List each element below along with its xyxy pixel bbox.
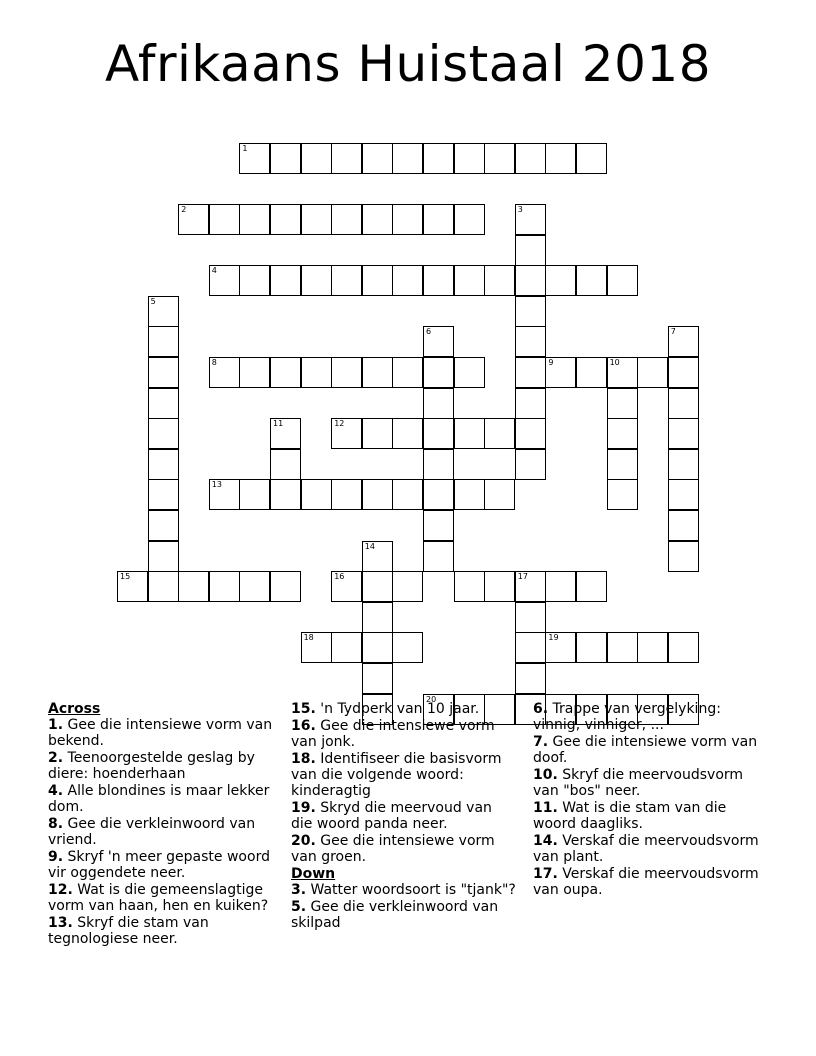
clue-item (533, 701, 769, 733)
clue-number: 2 (181, 205, 187, 214)
grid-cell[interactable] (545, 632, 576, 663)
clue-text: Identifiseer die basisvorm van die volgende woord: kinderagtig (291, 751, 502, 799)
clue-text: Watter woordsoort is "tjank"? (310, 882, 516, 898)
grid-cell[interactable] (515, 357, 546, 388)
grid-cell[interactable] (545, 265, 576, 296)
grid-cell[interactable] (301, 632, 332, 663)
grid-cell[interactable] (239, 204, 270, 235)
clue-text: Wat is die stam van die woord daagliks. (533, 800, 727, 832)
grid-cell[interactable] (209, 571, 240, 602)
grid-cell[interactable] (515, 204, 546, 235)
clue-item (533, 767, 769, 799)
clue-number-label: 14. (533, 833, 558, 849)
grid-cell[interactable] (515, 632, 546, 663)
clue-number: 12 (334, 419, 345, 429)
clue-number-label: 18. (291, 751, 316, 767)
grid-cell[interactable] (270, 449, 301, 480)
grid-cell[interactable] (607, 479, 638, 510)
grid-cell[interactable] (362, 479, 393, 510)
grid-cell[interactable] (423, 479, 454, 510)
clue-number: 11 (273, 419, 284, 429)
grid-cell[interactable] (392, 479, 423, 510)
grid-cell[interactable] (392, 632, 423, 663)
grid-cell[interactable] (270, 143, 301, 174)
grid-cell[interactable] (362, 204, 393, 235)
clue-number: 7 (670, 327, 676, 337)
grid-cell[interactable] (239, 479, 270, 510)
grid-cell[interactable] (209, 265, 240, 296)
clue-text: Trappe van vergelyking: vinnig, vinniger, ... (533, 701, 721, 733)
down-heading: Down (291, 866, 336, 882)
grid-cell[interactable] (484, 143, 515, 174)
grid-cell[interactable] (576, 143, 607, 174)
grid-cell[interactable] (484, 479, 515, 510)
grid-cell[interactable] (362, 541, 393, 572)
grid-cell[interactable] (668, 510, 699, 541)
grid-cell[interactable] (331, 571, 362, 602)
grid-cell[interactable] (362, 632, 393, 663)
grid-cell[interactable] (515, 143, 546, 174)
grid-cell[interactable] (362, 418, 393, 449)
clue-number-label: 10. (533, 767, 558, 783)
clue-number: 19 (548, 633, 559, 643)
grid-cell[interactable] (362, 265, 393, 296)
grid-cell[interactable] (484, 418, 515, 449)
clue-text: Verskaf die meervoudsvorm van plant. (533, 833, 759, 865)
clue-number-label: 7. (533, 734, 549, 750)
grid-cell[interactable] (423, 449, 454, 480)
clue-text: Skryd die meervoud van die woord panda neer. (291, 800, 492, 832)
grid-cell[interactable] (331, 357, 362, 388)
grid-cell[interactable] (515, 326, 546, 357)
clue-number: 18 (303, 633, 314, 643)
clue-number: 3 (517, 205, 523, 214)
across-clue-list-continued (291, 701, 517, 865)
grid-cell[interactable] (454, 265, 485, 296)
across-clue-list (48, 717, 276, 947)
clue-column-3 (533, 701, 769, 899)
grid-cell[interactable] (209, 479, 240, 510)
grid-cell[interactable] (239, 265, 270, 296)
grid-cell[interactable] (209, 204, 240, 235)
grid-cell[interactable] (423, 541, 454, 572)
grid-cell[interactable] (392, 265, 423, 296)
clue-text: Gee die verkleinwoord van skilpad (291, 899, 499, 931)
clue-text: Gee die intensiewe vorm van jonk. (291, 718, 495, 750)
page-title: Afrikaans Huistaal 2018 (104, 35, 712, 93)
grid-cell[interactable] (148, 510, 179, 541)
grid-cell[interactable] (668, 479, 699, 510)
grid-cell[interactable] (239, 143, 270, 174)
grid-cell[interactable] (515, 602, 546, 633)
grid-cell[interactable] (515, 265, 546, 296)
grid-cell[interactable] (148, 357, 179, 388)
clue-item (533, 866, 769, 898)
grid-cell[interactable] (148, 326, 179, 357)
grid-cell[interactable] (270, 571, 301, 602)
grid-cell[interactable] (301, 479, 332, 510)
grid-cell[interactable] (148, 541, 179, 572)
grid-cell[interactable] (362, 602, 393, 633)
clue-number-label: 9. (48, 849, 64, 865)
clue-number: 15 (120, 572, 131, 582)
grid-cell[interactable] (331, 418, 362, 449)
clue-text: 'n Tydperk van 10 jaar. (320, 701, 480, 717)
grid-cell[interactable] (239, 357, 270, 388)
clue-number-label: 15. (291, 701, 316, 717)
clue-item (48, 882, 276, 914)
clue-number: 9 (548, 358, 554, 367)
clue-number-label: 11. (533, 800, 558, 816)
grid-cell[interactable] (362, 663, 393, 694)
grid-cell[interactable] (148, 571, 179, 602)
clue-text: Gee die intensiewe vorm van bekend. (48, 717, 273, 749)
grid-cell[interactable] (178, 571, 209, 602)
clue-number-label: 6. (533, 701, 549, 717)
grid-cell[interactable] (515, 296, 546, 327)
grid-cell[interactable] (423, 204, 454, 235)
clue-number: 16 (334, 572, 345, 582)
clue-number-label: 12. (48, 882, 73, 898)
grid-cell[interactable] (301, 204, 332, 235)
grid-cell[interactable] (331, 479, 362, 510)
grid-cell[interactable] (515, 235, 546, 266)
grid-cell[interactable] (515, 663, 546, 694)
grid-cell[interactable] (668, 357, 699, 388)
grid-cell[interactable] (331, 143, 362, 174)
grid-cell[interactable] (576, 632, 607, 663)
grid-cell[interactable] (515, 449, 546, 480)
grid-cell[interactable] (454, 571, 485, 602)
clue-number-label: 5. (291, 899, 307, 915)
grid-cell[interactable] (423, 418, 454, 449)
grid-cell[interactable] (423, 357, 454, 388)
across-heading: Across (48, 701, 101, 717)
grid-cell[interactable] (148, 296, 179, 327)
grid-cell[interactable] (484, 571, 515, 602)
clue-item (48, 849, 276, 881)
clue-column-1 (48, 701, 276, 948)
grid-cell[interactable] (301, 357, 332, 388)
grid-cell[interactable] (270, 418, 301, 449)
grid-cell[interactable] (178, 204, 209, 235)
grid-cell[interactable] (607, 449, 638, 480)
grid-cell[interactable] (576, 265, 607, 296)
grid-cell[interactable] (607, 388, 638, 419)
grid-cell[interactable] (423, 326, 454, 357)
grid-cell[interactable] (392, 204, 423, 235)
grid-cell[interactable] (270, 265, 301, 296)
clue-text: Wat is die gemeenslagtige vorm van haan, hen en kuiken? (48, 882, 269, 914)
grid-cell[interactable] (209, 357, 240, 388)
grid-cell[interactable] (392, 357, 423, 388)
grid-cell[interactable] (423, 510, 454, 541)
clue-text: Gee die intensiewe vorm van groen. (291, 833, 495, 865)
grid-cell[interactable] (545, 357, 576, 388)
clue-item (533, 800, 769, 832)
grid-cell[interactable] (392, 143, 423, 174)
grid-cell[interactable] (576, 357, 607, 388)
clue-text: Skryf die meervoudsvorm van "bos" neer. (533, 767, 744, 799)
clue-item (291, 701, 517, 717)
grid-cell[interactable] (423, 143, 454, 174)
grid-cell[interactable] (454, 143, 485, 174)
grid-cell[interactable] (117, 571, 148, 602)
grid-cell[interactable] (668, 541, 699, 572)
clue-text: Teenoorgestelde geslag by diere: hoenderhaan (48, 750, 255, 782)
grid-cell[interactable] (148, 388, 179, 419)
clue-number: 5 (150, 296, 156, 306)
grid-cell[interactable] (668, 388, 699, 419)
clue-number: 8 (211, 358, 217, 367)
clue-item (291, 718, 517, 750)
grid-cell[interactable] (392, 418, 423, 449)
clue-number: 17 (517, 572, 528, 582)
clue-text: Gee die verkleinwoord van vriend. (48, 816, 256, 848)
grid-cell[interactable] (454, 204, 485, 235)
clue-text: Alle blondines is maar lekker dom. (48, 783, 270, 815)
grid-cell[interactable] (392, 571, 423, 602)
clue-item (48, 750, 276, 782)
clue-number-label: 19. (291, 800, 316, 816)
clue-item (48, 783, 276, 815)
clue-column-2 (291, 701, 517, 932)
clue-item (48, 816, 276, 848)
grid-cell[interactable] (637, 357, 668, 388)
grid-cell[interactable] (454, 357, 485, 388)
clue-number-label: 8. (48, 816, 64, 832)
grid-cell[interactable] (301, 265, 332, 296)
grid-cell[interactable] (270, 479, 301, 510)
clue-number-label: 17. (533, 866, 558, 882)
grid-cell[interactable] (668, 632, 699, 663)
down-clue-list (291, 882, 517, 931)
clue-item (291, 800, 517, 832)
grid-cell[interactable] (576, 571, 607, 602)
down-clue-list-continued (533, 701, 769, 898)
clue-item (291, 899, 517, 931)
clue-number: 1 (242, 143, 248, 153)
grid-cell[interactable] (607, 357, 638, 388)
grid-cell[interactable] (545, 143, 576, 174)
grid-cell[interactable] (148, 418, 179, 449)
clue-item (48, 915, 276, 947)
grid-cell[interactable] (148, 479, 179, 510)
clue-number-label: 4. (48, 783, 64, 799)
grid-cell[interactable] (148, 449, 179, 480)
grid-cell[interactable] (454, 418, 485, 449)
grid-cell[interactable] (239, 571, 270, 602)
grid-cell[interactable] (362, 357, 393, 388)
grid-cell[interactable] (423, 388, 454, 419)
grid-cell[interactable] (668, 449, 699, 480)
clue-number-label: 13. (48, 915, 73, 931)
clue-item (291, 882, 517, 898)
clue-number: 20 (426, 694, 437, 704)
grid-cell[interactable] (331, 632, 362, 663)
clue-number-label: 2. (48, 750, 64, 766)
clue-text: Gee die intensiewe vorm van doof. (533, 734, 758, 766)
grid-cell[interactable] (515, 418, 546, 449)
clue-item (291, 751, 517, 799)
clue-item (533, 734, 769, 766)
clue-item (291, 833, 517, 865)
grid-cell[interactable] (484, 265, 515, 296)
grid-cell[interactable] (362, 143, 393, 174)
clue-number-label: 20. (291, 833, 316, 849)
clue-number: 14 (364, 541, 375, 551)
grid-cell[interactable] (362, 571, 393, 602)
grid-cell[interactable] (668, 418, 699, 449)
clue-number: 10 (609, 358, 620, 367)
clue-number-label: 16. (291, 718, 316, 734)
grid-cell[interactable] (270, 357, 301, 388)
grid-cell[interactable] (515, 571, 546, 602)
grid-cell[interactable] (545, 571, 576, 602)
clue-item (48, 717, 276, 749)
clue-number-label: 3. (291, 882, 307, 898)
grid-cell[interactable] (301, 143, 332, 174)
grid-cell[interactable] (423, 265, 454, 296)
clue-number-label: 1. (48, 717, 64, 733)
clue-item (533, 833, 769, 865)
grid-cell[interactable] (637, 632, 668, 663)
grid-cell[interactable] (515, 388, 546, 419)
grid-cell[interactable] (607, 418, 638, 449)
clue-text: Skryf 'n meer gepaste woord vir oggendete neer. (48, 849, 270, 881)
grid-cell[interactable] (454, 479, 485, 510)
grid-cell[interactable] (668, 326, 699, 357)
clue-number: 4 (211, 266, 217, 276)
clue-text: Verskaf die meervoudsvorm van oupa. (533, 866, 759, 898)
grid-cell[interactable] (607, 632, 638, 663)
clue-number: 13 (211, 480, 222, 490)
clue-number: 6 (426, 327, 432, 337)
grid-cell[interactable] (607, 265, 638, 296)
clue-text: Skryf die stam van tegnologiese neer. (48, 915, 209, 947)
grid-cell[interactable] (331, 204, 362, 235)
grid-cell[interactable] (270, 204, 301, 235)
grid-cell[interactable] (331, 265, 362, 296)
